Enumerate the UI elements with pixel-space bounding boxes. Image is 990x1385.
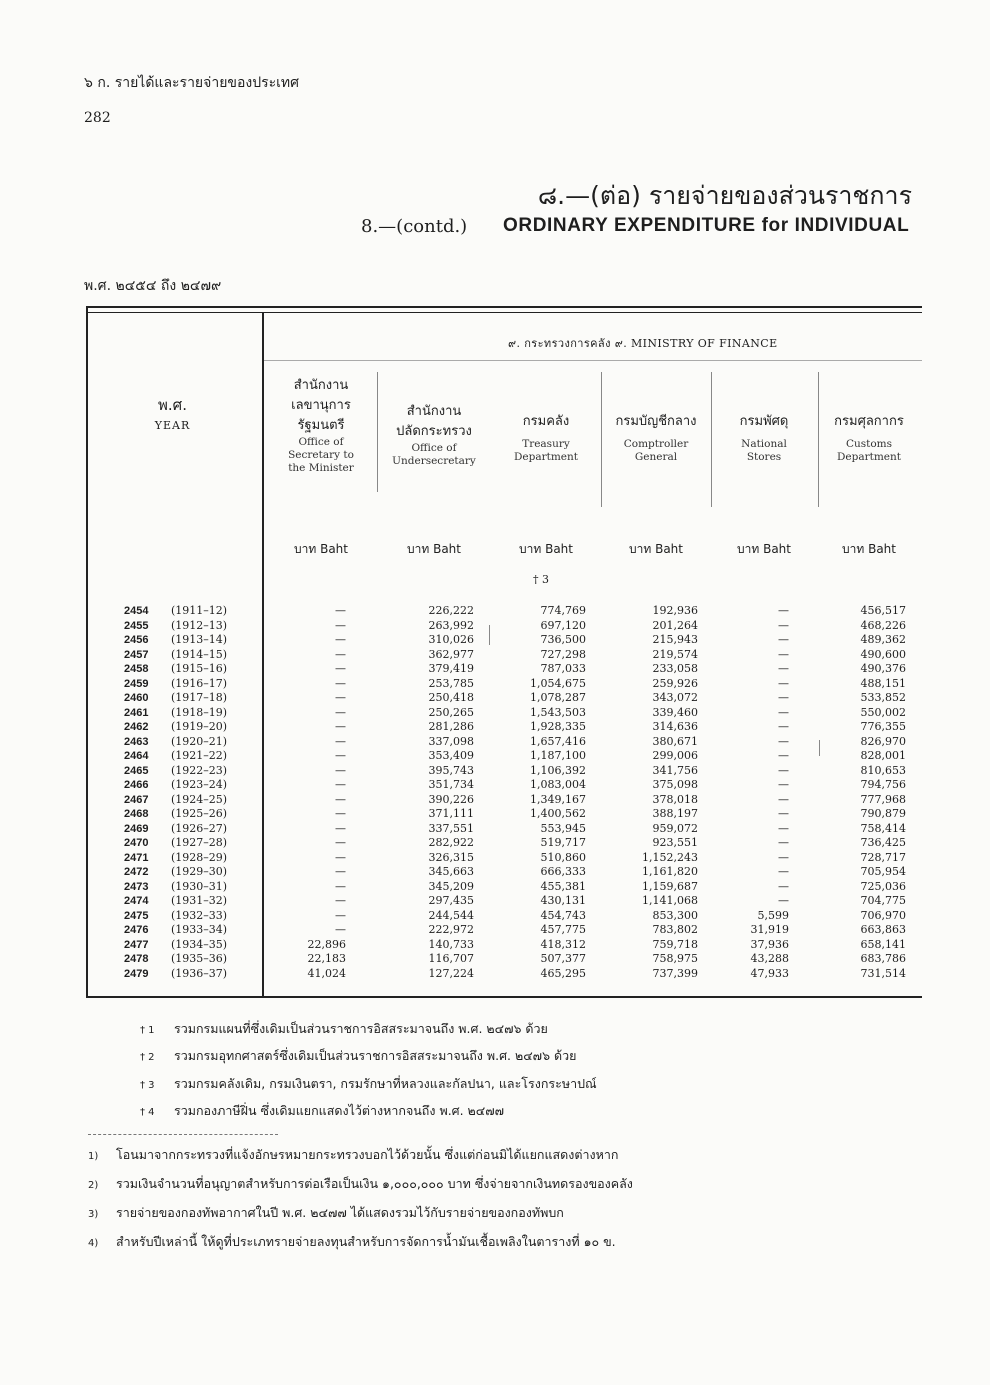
row-value: 219,574 xyxy=(652,647,698,661)
row-value: 1,141,068 xyxy=(642,894,698,907)
row-value: 553,945 xyxy=(540,821,586,835)
table-row xyxy=(0,633,990,648)
row-period: (1928–29) xyxy=(171,850,228,864)
row-value: 706,970 xyxy=(860,908,906,922)
row-value: 725,036 xyxy=(860,879,906,893)
row-value: 759,718 xyxy=(652,937,698,951)
ministry-title: ๙. กระทรวงการคลัง ๙. MINISTRY OF FINANCE xyxy=(508,337,778,350)
row-period: (1935–36) xyxy=(171,952,228,965)
row-value: 490,376 xyxy=(860,662,906,675)
row-value: 250,418 xyxy=(428,691,474,704)
unit-label: บาท Baht xyxy=(294,542,348,556)
note-text: รายจ่ายของกองทัพอากาศในปี พ.ศ. ๒๔๗๗ ได้แสดงรวมไว้กับรายจ่ายของกองทัพบก xyxy=(116,1205,564,1220)
row-value: 1,106,392 xyxy=(530,763,586,777)
table-row xyxy=(0,691,990,706)
row-value: — xyxy=(778,662,789,675)
row-value: 341,756 xyxy=(652,763,698,777)
row-value: 339,460 xyxy=(652,705,698,719)
row-value: — xyxy=(335,894,346,907)
dagger-footnote xyxy=(140,1019,548,1039)
row-value: 736,500 xyxy=(540,633,586,646)
table-row xyxy=(0,822,990,837)
row-year: 2472 xyxy=(124,866,149,878)
row-value: 388,197 xyxy=(652,807,698,820)
column-header-customs: กรมศุลกากร Customs Department xyxy=(834,414,904,463)
row-value: 259,926 xyxy=(652,676,698,690)
row-value: 1,152,243 xyxy=(642,850,698,864)
row-period: (1930–31) xyxy=(171,879,228,893)
row-year: 2470 xyxy=(124,837,149,849)
row-value: — xyxy=(335,676,346,690)
row-year: 2479 xyxy=(124,967,149,980)
table-row xyxy=(0,894,990,909)
period-label: พ.ศ. ๒๔๕๔ ถึง ๒๔๗๙ xyxy=(84,278,222,294)
numbered-note xyxy=(88,1145,618,1165)
row-value: — xyxy=(335,618,346,632)
row-value: 47,933 xyxy=(750,966,789,980)
row-value: 787,033 xyxy=(540,662,586,675)
row-period: (1931–32) xyxy=(171,894,228,907)
unit-label: บาท Baht xyxy=(407,542,461,556)
row-value: 923,551 xyxy=(652,836,698,849)
unit-label: บาท Baht xyxy=(737,542,791,556)
row-value: 281,286 xyxy=(428,720,474,733)
row-value: 456,517 xyxy=(860,604,906,617)
row-value: 326,315 xyxy=(428,850,474,864)
row-year: 2462 xyxy=(124,721,149,733)
row-value: 658,141 xyxy=(860,937,906,951)
table-row xyxy=(0,865,990,880)
column-header-treasury: กรมคลัง Treasury Department xyxy=(513,414,578,463)
row-value: 455,381 xyxy=(540,879,586,893)
row-value: 1,928,335 xyxy=(530,720,586,733)
row-value: — xyxy=(335,821,346,835)
row-period: (1936–37) xyxy=(171,966,228,980)
row-value: — xyxy=(778,604,789,617)
row-value: 222,972 xyxy=(428,923,474,936)
row-value: 263,992 xyxy=(428,618,474,632)
row-value: — xyxy=(335,865,346,878)
row-value: — xyxy=(778,676,789,690)
title-en-number: 8.—(contd.) xyxy=(361,216,468,237)
row-period: (1921–22) xyxy=(171,749,228,762)
row-period: (1922–23) xyxy=(171,763,228,777)
row-year: 2473 xyxy=(124,880,149,893)
row-value: 201,264 xyxy=(652,618,698,632)
row-value: — xyxy=(335,633,346,646)
row-value: — xyxy=(778,865,789,878)
row-period: (1920–21) xyxy=(171,734,228,748)
row-value: 1,349,167 xyxy=(530,792,586,806)
row-value: 345,663 xyxy=(428,865,474,878)
note-mark: 2) xyxy=(88,1180,99,1191)
row-value: 663,863 xyxy=(860,923,906,936)
row-value: 310,026 xyxy=(428,633,474,646)
row-year: 2466 xyxy=(124,779,149,791)
unit-label: บาท Baht xyxy=(519,542,573,556)
row-value: — xyxy=(335,749,346,762)
note-mark: 4) xyxy=(88,1238,99,1249)
row-year: 2476 xyxy=(124,924,149,936)
row-value: 345,209 xyxy=(428,879,474,893)
row-value: 736,425 xyxy=(860,836,906,849)
row-value: 215,943 xyxy=(652,633,698,646)
row-value: — xyxy=(778,807,789,820)
table-row xyxy=(0,851,990,866)
row-value: — xyxy=(335,836,346,849)
row-value: 683,786 xyxy=(860,952,906,965)
row-period: (1929–30) xyxy=(171,865,228,878)
row-period: (1918–19) xyxy=(171,705,228,719)
row-year: 2478 xyxy=(124,953,149,965)
row-value: 777,968 xyxy=(860,792,906,806)
row-year: 2477 xyxy=(124,938,149,951)
row-value: 510,860 xyxy=(540,850,586,864)
column-header-comptroller: กรมบัญชีกลาง Comptroller General xyxy=(615,414,697,463)
row-value: 1,083,004 xyxy=(530,778,586,791)
row-value: 810,653 xyxy=(860,763,906,777)
title-thai: ๘.—(ต่อ) รายจ่ายของส่วนราชการ xyxy=(537,181,912,210)
unit-label: บาท Baht xyxy=(629,542,683,556)
row-year: 2461 xyxy=(124,706,149,719)
row-value: 727,298 xyxy=(540,647,586,661)
row-value: — xyxy=(778,894,789,907)
row-value: 351,734 xyxy=(428,778,474,791)
table-row xyxy=(0,952,990,967)
row-value: 758,975 xyxy=(652,952,698,965)
running-head: ๖ ก. รายได้และรายจ่ายของประเทศ xyxy=(84,75,300,91)
row-value: — xyxy=(335,662,346,675)
row-value: 22,183 xyxy=(307,952,346,965)
footnote-mark: † 4 xyxy=(140,1107,155,1118)
row-period: (1916–17) xyxy=(171,676,228,690)
row-value: 790,879 xyxy=(860,807,906,820)
row-year: 2463 xyxy=(124,735,149,748)
row-value: 1,657,416 xyxy=(530,734,586,748)
table-row xyxy=(0,836,990,851)
row-value: — xyxy=(778,778,789,791)
row-value: 507,377 xyxy=(540,952,586,965)
table-row xyxy=(0,938,990,953)
row-value: — xyxy=(778,647,789,661)
row-value: 959,072 xyxy=(652,821,698,835)
row-period: (1923–24) xyxy=(171,778,228,791)
note-mark: 3) xyxy=(88,1209,99,1220)
row-value: — xyxy=(335,792,346,806)
row-value: 362,977 xyxy=(428,647,474,661)
row-value: 127,224 xyxy=(428,966,474,980)
row-value: — xyxy=(335,879,346,893)
row-year: 2471 xyxy=(124,851,149,864)
row-value: — xyxy=(335,734,346,748)
row-year: 2454 xyxy=(124,605,149,617)
row-value: 488,151 xyxy=(860,676,906,690)
row-value: — xyxy=(778,691,789,704)
row-value: 828,001 xyxy=(860,749,906,762)
column-header-secretary: สำนักงาน เลขานุการ รัฐมนตรี Office of Secretary to the Minister xyxy=(288,378,354,474)
row-period: (1934–35) xyxy=(171,937,228,951)
row-value: — xyxy=(778,633,789,646)
row-period: (1924–25) xyxy=(171,792,228,806)
row-period: (1914–15) xyxy=(171,647,228,661)
row-value: 5,599 xyxy=(757,908,789,922)
row-value: — xyxy=(335,850,346,864)
table-row xyxy=(0,793,990,808)
row-value: 22,896 xyxy=(307,937,346,951)
table-row xyxy=(0,807,990,822)
column-header-stores: กรมพัศดุ National Stores xyxy=(739,414,789,463)
row-year: 2456 xyxy=(124,634,149,646)
row-value: — xyxy=(778,879,789,893)
footnote-text: รวมกรมแผนที่ซึ่งเดิมเป็นส่วนราชการอิสสระมาจนถึง พ.ศ. ๒๔๗๖ ด้วย xyxy=(174,1021,548,1036)
note-mark: 1) xyxy=(88,1151,99,1162)
row-value: 31,919 xyxy=(750,923,789,936)
year-header-thai: พ.ศ. xyxy=(158,396,187,414)
column-header-undersecretary: สำนักงาน ปลัดกระทรวง Office of Undersecretary xyxy=(392,404,476,467)
row-value: — xyxy=(778,836,789,849)
row-value: 253,785 xyxy=(428,676,474,690)
row-period: (1913–14) xyxy=(171,633,228,646)
row-value: 704,775 xyxy=(860,894,906,907)
table-row xyxy=(0,619,990,634)
row-value: 233,058 xyxy=(652,662,698,675)
row-value: 37,936 xyxy=(750,937,789,951)
numbered-note xyxy=(88,1203,564,1223)
row-year: 2455 xyxy=(124,619,149,632)
numbered-note xyxy=(88,1232,616,1252)
row-period: (1919–20) xyxy=(171,720,228,733)
row-value: — xyxy=(335,604,346,617)
numbered-note xyxy=(88,1174,633,1194)
row-value: 282,922 xyxy=(428,836,474,849)
table-row xyxy=(0,778,990,793)
row-value: — xyxy=(778,763,789,777)
table-row xyxy=(0,604,990,619)
year-header-en: YEAR xyxy=(154,419,191,432)
row-value: 192,936 xyxy=(652,604,698,617)
row-value: 457,775 xyxy=(540,923,586,936)
table-row xyxy=(0,735,990,750)
row-value: 430,131 xyxy=(540,894,586,907)
row-year: 2458 xyxy=(124,663,149,675)
unit-label: บาท Baht xyxy=(842,542,896,556)
row-value: — xyxy=(335,778,346,791)
row-value: — xyxy=(335,691,346,704)
row-value: 353,409 xyxy=(428,749,474,762)
dagger-footnote xyxy=(140,1074,597,1094)
row-period: (1912–13) xyxy=(171,618,228,632)
row-value: 1,187,100 xyxy=(530,749,586,762)
row-value: — xyxy=(335,647,346,661)
row-value: — xyxy=(335,720,346,733)
row-value: 705,954 xyxy=(860,865,906,878)
dagger-footnote xyxy=(140,1046,576,1066)
row-value: 550,002 xyxy=(860,705,906,719)
table-row xyxy=(0,880,990,895)
row-value: 697,120 xyxy=(540,618,586,632)
table-row xyxy=(0,706,990,721)
row-value: 337,551 xyxy=(428,821,474,835)
row-value: — xyxy=(778,734,789,748)
table-row xyxy=(0,720,990,735)
row-value: — xyxy=(778,850,789,864)
row-value: 783,802 xyxy=(652,923,698,936)
treasury-note-marker: † 3 xyxy=(533,573,549,586)
row-value: 468,226 xyxy=(860,618,906,632)
row-value: 140,733 xyxy=(428,937,474,951)
row-value: 250,265 xyxy=(428,705,474,719)
row-value: — xyxy=(778,749,789,762)
row-value: — xyxy=(778,618,789,632)
row-value: 418,312 xyxy=(540,937,586,951)
table-row xyxy=(0,648,990,663)
row-value: — xyxy=(335,705,346,719)
row-value: 314,636 xyxy=(652,720,698,733)
row-period: (1925–26) xyxy=(171,807,228,820)
row-value: 337,098 xyxy=(428,734,474,748)
table-row xyxy=(0,909,990,924)
row-value: 379,419 xyxy=(428,662,474,675)
row-year: 2468 xyxy=(124,808,149,820)
row-value: 226,222 xyxy=(428,604,474,617)
row-value: 465,295 xyxy=(540,966,586,980)
footnote-text: รวมกรมอุทกศาสตร์ซึ่งเดิมเป็นส่วนราชการอิสสระมาจนถึง พ.ศ. ๒๔๗๖ ด้วย xyxy=(174,1048,577,1063)
row-value: 299,006 xyxy=(652,749,698,762)
row-value: 774,769 xyxy=(540,604,586,617)
row-value: 1,543,503 xyxy=(530,705,586,719)
table-row xyxy=(0,967,990,982)
table-row xyxy=(0,662,990,677)
footnote-text: รวมกรมคลังเดิม, กรมเงินตรา, กรมรักษาที่หลวงและกัลปนา, และโรงกระษาปณ์ xyxy=(174,1076,597,1091)
row-value: 731,514 xyxy=(860,966,906,980)
row-value: — xyxy=(778,705,789,719)
row-year: 2459 xyxy=(124,677,149,690)
row-value: 380,671 xyxy=(652,734,698,748)
table-row xyxy=(0,764,990,779)
row-value: — xyxy=(778,821,789,835)
row-value: 395,743 xyxy=(428,763,474,777)
row-value: — xyxy=(778,720,789,733)
row-value: 1,159,687 xyxy=(642,879,698,893)
row-year: 2457 xyxy=(124,648,149,661)
row-year: 2469 xyxy=(124,822,149,835)
row-value: 297,435 xyxy=(428,894,474,907)
row-value: 1,078,287 xyxy=(530,691,586,704)
row-value: 794,756 xyxy=(860,778,906,791)
row-value: 826,970 xyxy=(860,734,906,748)
row-period: (1926–27) xyxy=(171,821,228,835)
row-period: (1927–28) xyxy=(171,836,228,849)
row-value: 1,161,820 xyxy=(642,865,698,878)
footnote-divider xyxy=(88,1134,278,1135)
row-value: 666,333 xyxy=(540,865,586,878)
page-number: 282 xyxy=(84,110,111,126)
row-year: 2467 xyxy=(124,793,149,806)
row-value: 728,717 xyxy=(860,850,906,864)
row-value: 454,743 xyxy=(540,908,586,922)
row-value: 41,024 xyxy=(307,966,346,980)
dagger-footnote xyxy=(140,1101,504,1121)
footnote-mark: † 2 xyxy=(140,1052,155,1063)
row-year: 2464 xyxy=(124,750,149,762)
row-value: 378,018 xyxy=(652,792,698,806)
row-year: 2460 xyxy=(124,692,149,704)
row-period: (1911–12) xyxy=(171,604,228,617)
note-text: โอนมาจากกระทรวงที่แจ้งอักษรหมายกระทรวงบอกไว้ด้วยนั้น ซึ่งแต่ก่อนมิได้แยกแสดงต่างหาก xyxy=(116,1147,619,1162)
row-value: 1,400,562 xyxy=(530,807,586,820)
row-value: — xyxy=(335,807,346,820)
row-value: 489,362 xyxy=(860,633,906,646)
row-value: — xyxy=(335,923,346,936)
row-value: 390,226 xyxy=(428,792,474,806)
row-value: 1,054,675 xyxy=(530,676,586,690)
row-value: 737,399 xyxy=(652,966,698,980)
row-period: (1917–18) xyxy=(171,691,228,704)
table-row xyxy=(0,923,990,938)
row-value: — xyxy=(778,792,789,806)
title-en: ORDINARY EXPENDITURE for INDIVIDUAL xyxy=(503,215,910,236)
row-value: — xyxy=(335,763,346,777)
row-year: 2475 xyxy=(124,909,149,922)
row-value: 43,288 xyxy=(750,952,789,965)
row-value: 244,544 xyxy=(428,908,474,922)
footnote-mark: † 3 xyxy=(140,1080,155,1091)
note-text: สำหรับปีเหล่านี้ ให้ดูที่ประเภทรายจ่ายลงทุนสำหรับการจัดการน้ำมันเชื้อเพลิงในตารางที่ ๑๐ ข. xyxy=(116,1234,616,1249)
table-row xyxy=(0,677,990,692)
row-value: 116,707 xyxy=(428,952,474,965)
row-value: — xyxy=(335,908,346,922)
row-period: (1933–34) xyxy=(171,923,228,936)
row-year: 2474 xyxy=(124,895,149,907)
row-value: 758,414 xyxy=(860,821,906,835)
note-text: รวมเงินจำนวนที่อนุญาตสำหรับการต่อเรือเป็นเงิน ๑,๐๐๐,๐๐๐ บาท ซึ่งจ่ายจากเงินทดรองของคลัง xyxy=(116,1176,633,1191)
row-value: 776,355 xyxy=(860,720,906,733)
row-value: 533,852 xyxy=(860,691,906,704)
row-value: 371,111 xyxy=(428,807,474,820)
row-value: 853,300 xyxy=(652,908,698,922)
row-value: 343,072 xyxy=(652,691,698,704)
row-value: 490,600 xyxy=(860,647,906,661)
row-value: 519,717 xyxy=(540,836,586,849)
row-period: (1915–16) xyxy=(171,662,228,675)
footnote-text: รวมกองภาษีฝิ่น ซึ่งเดิมแยกแสดงไว้ต่างหากจนถึง พ.ศ. ๒๔๗๗ xyxy=(174,1103,505,1118)
row-year: 2465 xyxy=(124,764,149,777)
table-row xyxy=(0,749,990,764)
row-period: (1932–33) xyxy=(171,908,228,922)
footnote-mark: † 1 xyxy=(140,1025,155,1036)
row-value: 375,098 xyxy=(652,778,698,791)
